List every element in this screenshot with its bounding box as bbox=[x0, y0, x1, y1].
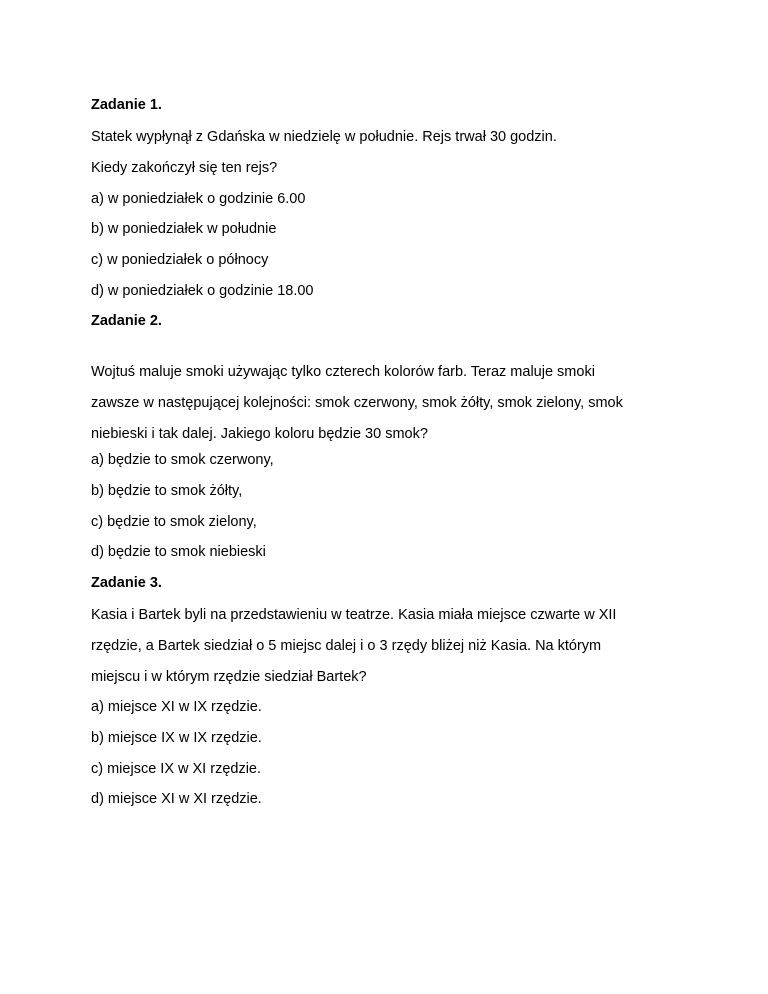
task-3-text-line-1: Kasia i Bartek byli na przedstawieniu w teatrze. Kasia miała miejsce czwarte w XII bbox=[91, 607, 617, 623]
task-1-text-line-1: Statek wypłynął z Gdańska w niedzielę w południe. Rejs trwał 30 godzin. bbox=[91, 129, 557, 145]
task-3-text-line-3: miejscu i w którym rzędzie siedział Bartek? bbox=[91, 669, 367, 685]
task-1-option-b: b) w poniedziałek w południe bbox=[91, 221, 277, 237]
task-2-text-line-2: zawsze w następującej kolejności: smok czerwony, smok żółty, smok zielony, smok bbox=[91, 395, 623, 411]
task-2-option-b-line: b) będzie to smok żółty, bbox=[91, 483, 243, 499]
task-3-option-c: c) miejsce IX w XI rzędzie. bbox=[91, 761, 262, 777]
task-2-option-d: d) będzie to smok niebieski bbox=[91, 544, 266, 560]
task-1-option-a: a) w poniedziałek o godzinie 6.00 bbox=[91, 191, 306, 207]
task-3-option-a: a) miejsce XI w IX rzędzie. bbox=[91, 699, 262, 715]
task-1-option-c: c) w poniedziałek o północy bbox=[91, 252, 269, 268]
task-2-text-line-3: niebieski i tak dalej. Jakiego koloru będzie 30 smok? bbox=[91, 426, 428, 442]
task-1-text-line-2: Kiedy zakończył się ten rejs? bbox=[91, 160, 278, 176]
task-1-option-d: d) w poniedziałek o godzinie 18.00 bbox=[91, 283, 314, 299]
task-2-option-c: c) będzie to smok zielony, bbox=[91, 514, 257, 530]
task-2-text-line-1: Wojtuś maluje smoki używając tylko czterech kolorów farb. Teraz maluje smoki bbox=[91, 364, 595, 380]
task-2-heading: Zadanie 2. bbox=[91, 313, 162, 329]
task-3-option-d: d) miejsce XI w XI rzędzie. bbox=[91, 791, 262, 807]
task-3-text-line-2: rzędzie, a Bartek siedział o 5 miejsc dalej i o 3 rzędy bliżej niż Kasia. Na którym bbox=[91, 638, 602, 654]
task-2-option-a-line: a) będzie to smok czerwony, bbox=[91, 452, 274, 468]
task-3-option-b: b) miejsce IX w IX rzędzie. bbox=[91, 730, 262, 746]
task-1-heading: Zadanie 1. bbox=[91, 97, 162, 113]
task-3-heading: Zadanie 3. bbox=[91, 575, 162, 591]
